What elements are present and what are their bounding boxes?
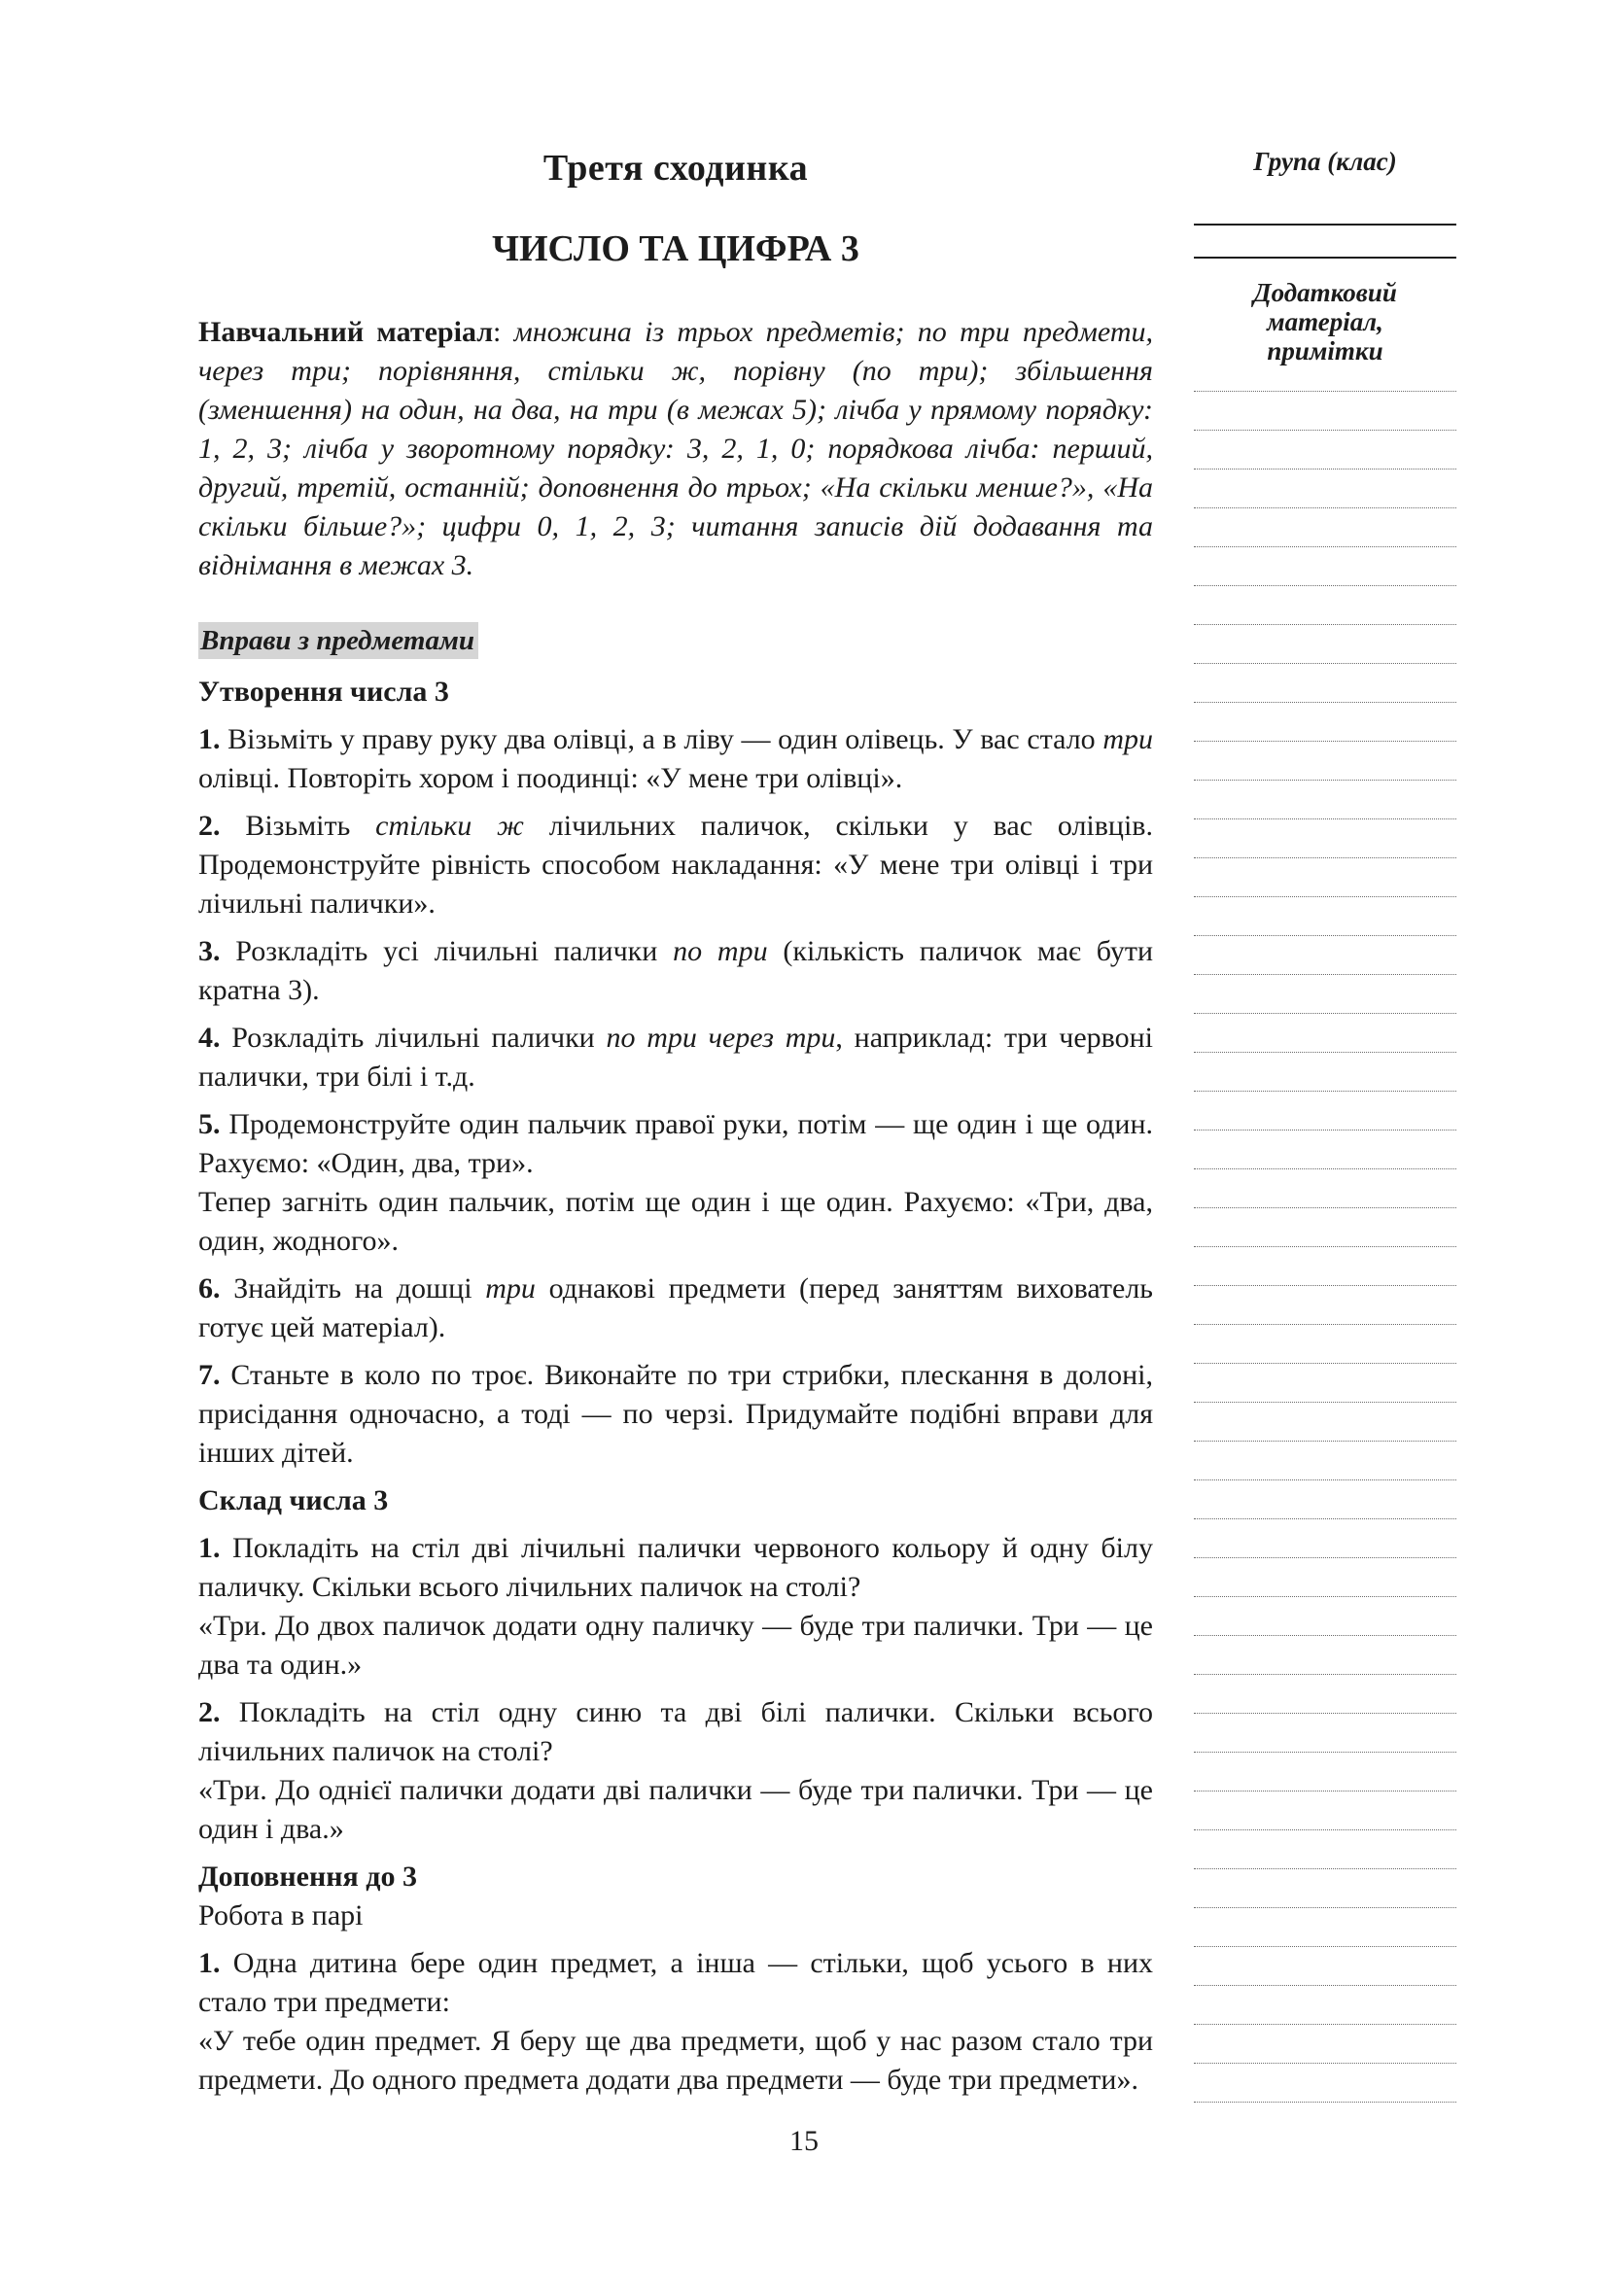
learning-material-paragraph xyxy=(198,313,1153,585)
group-rule-1 xyxy=(1194,224,1456,226)
exercise-text: Знайдіть на дошці xyxy=(220,1272,486,1305)
note-line xyxy=(1194,469,1456,470)
note-line xyxy=(1194,780,1456,781)
note-line xyxy=(1194,546,1456,547)
note-line xyxy=(1194,1674,1456,1675)
learning-material-lead: Навчальний матеріал xyxy=(198,316,494,348)
note-line xyxy=(1194,1013,1456,1014)
exercise-emphasis: по три через три xyxy=(606,1022,836,1054)
subheading-complement: Доповнення до 3 xyxy=(198,1861,417,1893)
section-title: Третя сходинка xyxy=(542,148,809,189)
exercise-text: Розкладіть лічильні палички xyxy=(220,1022,607,1054)
exercise-number: 6. xyxy=(198,1272,221,1305)
exercise-text: однакові предмети (перед заняттям вихователь готує цей матеріал). xyxy=(198,1272,1153,1343)
note-line xyxy=(1194,896,1456,897)
exercise-text: , наприклад: три червоні палички, три білі і т.д. xyxy=(198,1022,1153,1093)
exercise-3 xyxy=(198,932,1153,1010)
composition-exercise-1 xyxy=(198,1529,1153,1607)
exercise-number: 1. xyxy=(198,723,221,755)
exercise-text: Покладіть на стіл дві лічильні палички червоного кольору й одну білу паличку. Скільки всього лічильних паличок на столі? xyxy=(198,1532,1153,1603)
exercise-number: 2. xyxy=(198,810,221,842)
notes-label-line-3: примітки xyxy=(1267,336,1383,365)
note-line xyxy=(1194,974,1456,975)
page-number: 15 xyxy=(789,2125,819,2157)
exercise-number: 2. xyxy=(198,1696,221,1728)
exercise-7 xyxy=(198,1356,1153,1473)
note-line xyxy=(1194,1791,1456,1792)
exercise-5-continuation: Тепер загніть один пальчик, потім ще один і ще один. Рахуємо: «Три, два, один, жодного». xyxy=(198,1186,1153,1257)
note-line xyxy=(1194,2102,1456,2103)
note-line xyxy=(1194,1518,1456,1519)
exercise-text: (кількість паличок має бути кратна 3). xyxy=(198,935,1154,1006)
composition-exercise-2 xyxy=(198,1693,1153,1771)
exercise-number: 7. xyxy=(198,1359,221,1391)
note-line xyxy=(1194,741,1456,742)
work-mode-label: Робота в парі xyxy=(198,1899,364,1931)
exercise-2 xyxy=(198,807,1153,923)
note-line xyxy=(1194,857,1456,858)
note-line xyxy=(1194,1324,1456,1325)
notes-label xyxy=(1194,278,1456,365)
notes-sidebar xyxy=(1194,146,1456,365)
exercise-number: 3. xyxy=(198,935,221,967)
note-line xyxy=(1194,1285,1456,1286)
note-line xyxy=(1194,391,1456,392)
chapter-title: ЧИСЛО ТА ЦИФРА 3 xyxy=(492,228,859,269)
note-line xyxy=(1194,1946,1456,1947)
exercise-1 xyxy=(198,720,1153,798)
group-label: Група (клас) xyxy=(1253,147,1397,176)
complement-answer-1: «У тебе один предмет. Я беру ще два предмети, щоб у нас разом стало три предмети. До одного предмета додати два предмети — буде три предмети». xyxy=(198,2025,1153,2096)
note-line xyxy=(1194,1130,1456,1131)
exercise-emphasis: по три xyxy=(673,935,768,967)
exercise-text: Продемонструйте один пальчик правої руки, потім — ще один і ще один. Рахуємо: «Один, два, три». xyxy=(198,1108,1153,1179)
exercise-number: 4. xyxy=(198,1022,221,1054)
exercise-text: Візьміть у праву руку два олівці, а в ліву — один олівець. У вас стало xyxy=(220,723,1103,755)
note-line xyxy=(1194,507,1456,508)
subheading-composition: Склад числа 3 xyxy=(198,1484,389,1516)
note-line xyxy=(1194,1752,1456,1753)
note-line xyxy=(1194,1246,1456,1247)
note-line xyxy=(1194,1829,1456,1830)
subheading-forming-number: Утворення числа 3 xyxy=(198,676,449,708)
note-line xyxy=(1194,2024,1456,2025)
note-line xyxy=(1194,1713,1456,1714)
exercise-6 xyxy=(198,1270,1153,1347)
note-line xyxy=(1194,1985,1456,1986)
note-line xyxy=(1194,1907,1456,1908)
exercise-text: Одна дитина бере один предмет, а інша — стільки, щоб усього в них стало три предмети: xyxy=(198,1947,1153,2018)
note-line xyxy=(1194,1363,1456,1364)
note-line xyxy=(1194,1557,1456,1558)
note-line xyxy=(1194,585,1456,586)
exercise-emphasis: три xyxy=(485,1272,536,1305)
note-line xyxy=(1194,702,1456,703)
note-line xyxy=(1194,1441,1456,1442)
exercise-5 xyxy=(198,1105,1153,1183)
exercise-number: 1. xyxy=(198,1532,221,1564)
note-line xyxy=(1194,1635,1456,1636)
main-column xyxy=(198,136,1153,2100)
composition-answer-2: «Три. До однієї палички додати дві палички — буде три палички. Три — це один і два.» xyxy=(198,1774,1153,1845)
notes-label-line-1: Додатковий xyxy=(1253,278,1397,307)
exercise-4 xyxy=(198,1019,1153,1096)
learning-material-text: множина із трьох предметів; по три предмети, через три; порівняння, стільки ж, порівну (по три); збільшення (зменшення) на один, на два, на три (в межах 5); лічба у прямому порядку: 1, 2, 3; лічба у зворотному порядку: 3, 2, 1, 0; порядкова лічба: перший, другий, третій, останній; доповнення до трьох; «На скільки менше?», «На скільки більше?»; цифри 0, 1, 2, 3; читання записів дій додавання та віднімання в межах 3. xyxy=(198,316,1154,581)
note-line xyxy=(1194,1168,1456,1169)
exercise-number: 5. xyxy=(198,1108,221,1140)
learning-material-colon: : xyxy=(493,316,502,348)
exercise-text: Станьте в коло по троє. Виконайте по три стрибки, плескання в долоні, присідання одночасно, а тоді — по черзі. Придумайте подібні вправи для інших дітей. xyxy=(198,1359,1153,1469)
note-line xyxy=(1194,1207,1456,1208)
complement-exercise-1 xyxy=(198,1944,1153,2022)
note-line xyxy=(1194,935,1456,936)
group-rule-2 xyxy=(1194,257,1456,259)
exercise-emphasis: стільки ж xyxy=(375,810,524,842)
note-line xyxy=(1194,1479,1456,1480)
note-line xyxy=(1194,1402,1456,1403)
exercise-text: Візьміть xyxy=(220,810,376,842)
exercise-number: 1. xyxy=(198,1947,221,1979)
exercises-heading: Вправи з предметами xyxy=(198,622,478,659)
note-line xyxy=(1194,818,1456,819)
note-line xyxy=(1194,1868,1456,1869)
note-line xyxy=(1194,624,1456,625)
note-line xyxy=(1194,2063,1456,2064)
note-line xyxy=(1194,663,1456,664)
exercise-emphasis: три xyxy=(1102,723,1153,755)
exercise-text: лічильних паличок, скільки у вас олівців. Продемонструйте рівність способом накладання: «У мене три олівці і три лічильні палички». xyxy=(198,810,1153,920)
composition-answer-1: «Три. До двох паличок додати одну паличку — буде три палички. Три — це два та один.» xyxy=(198,1610,1153,1681)
notes-label-line-2: матеріал, xyxy=(1267,307,1383,336)
exercise-text: олівці. Повторіть хором і поодинці: «У мене три олівці». xyxy=(198,762,903,794)
exercise-text: Розкладіть усі лічильні палички xyxy=(220,935,674,967)
note-line xyxy=(1194,1052,1456,1053)
note-line xyxy=(1194,1091,1456,1092)
note-line xyxy=(1194,1596,1456,1597)
exercise-text: Покладіть на стіл одну синю та дві білі палички. Скільки всього лічильних паличок на столі? xyxy=(198,1696,1153,1767)
note-line xyxy=(1194,430,1456,431)
